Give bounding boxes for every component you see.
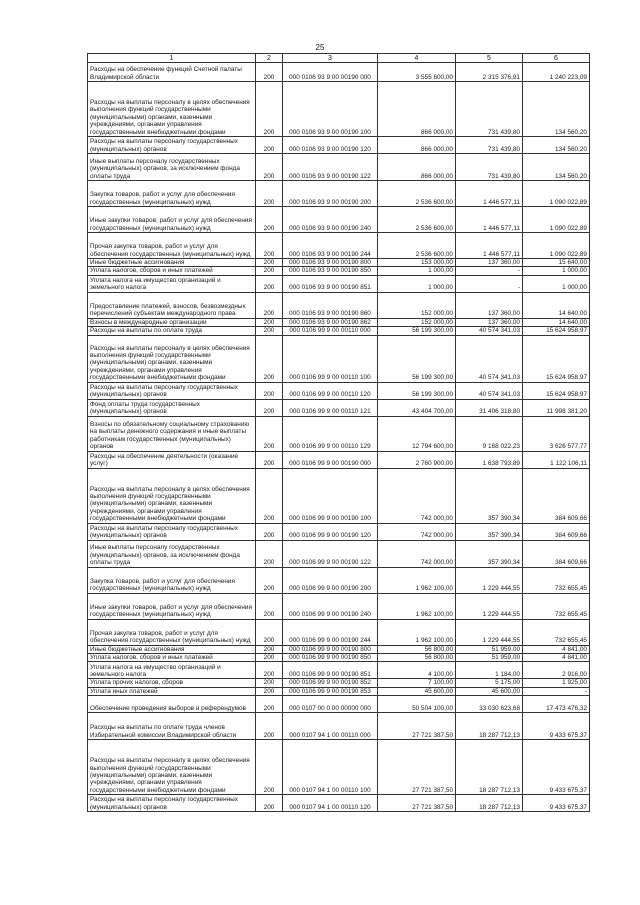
approved-appropriations-cell: 56 199 300,00 [378, 327, 456, 335]
budget-classification-code-cell: 000 0106 99 9 00 00190 800 [283, 645, 378, 653]
unexecuted-amount-cell: 134 560,20 [523, 137, 590, 154]
expense-name-cell: Расходы на выплаты персоналу в целях обеспечения выполнения функций государственными (муниципальными) органами, казенными учреждениями, органами управления государственными внебюджетными фондами [88, 740, 256, 795]
line-code-cell: 200 [256, 292, 283, 318]
column-number: 4 [378, 54, 456, 63]
table-row [88, 207, 590, 233]
unexecuted-amount-cell: 1 000,00 [523, 267, 590, 275]
table-row [88, 327, 590, 335]
budget-classification-code-cell: 000 0106 99 9 00 00190 100 [283, 468, 378, 523]
unexecuted-amount-cell: 14 640,00 [523, 318, 590, 326]
unexecuted-amount-cell: 17 473 476,32 [523, 696, 590, 713]
column-number: 3 [283, 54, 378, 63]
table-row [88, 275, 590, 292]
table-row [88, 593, 590, 619]
budget-classification-code-cell: 000 0106 93 9 00 00190 000 [283, 63, 378, 82]
approved-appropriations-cell: 4 100,00 [378, 662, 456, 679]
unexecuted-amount-cell: 384 609,66 [523, 540, 590, 567]
budget-classification-code-cell: 000 0106 99 9 00 00190 240 [283, 593, 378, 619]
column-number: 5 [456, 54, 523, 63]
expense-name-cell: Расходы на обеспечение функций Счетной палаты Владимирской области [88, 63, 256, 82]
table-row [88, 399, 590, 416]
line-code-cell: 200 [256, 567, 283, 593]
table-body [88, 63, 590, 812]
line-code-cell: 200 [256, 619, 283, 645]
approved-appropriations-cell: 1 962 100,00 [378, 567, 456, 593]
table-row [88, 696, 590, 713]
approved-appropriations-cell: 56 199 300,00 [378, 335, 456, 382]
line-code-cell: 200 [256, 795, 283, 812]
unexecuted-amount-cell: 1 122 106,11 [523, 451, 590, 468]
table-row [88, 645, 590, 653]
executed-amount-cell: 40 574 341,03 [456, 327, 523, 335]
approved-appropriations-cell: 1 962 100,00 [378, 619, 456, 645]
line-code-cell: 200 [256, 181, 283, 207]
expense-name-cell: Иные закупки товаров, работ и услуг для обеспечения государственных (муниципальных) нужд [88, 593, 256, 619]
budget-classification-code-cell: 000 0107 94 1 00 00110 000 [283, 713, 378, 740]
budget-classification-code-cell: 000 0106 99 9 00 00190 852 [283, 679, 378, 687]
executed-amount-cell: - [456, 275, 523, 292]
expense-name-cell: Расходы на выплаты по оплате труда членов Избирательной комиссии Владимирской области [88, 713, 256, 740]
executed-amount-cell: 1 229 444,55 [456, 567, 523, 593]
unexecuted-amount-cell: 1 925,00 [523, 679, 590, 687]
expense-name-cell: Иные бюджетные ассигнования [88, 259, 256, 267]
approved-appropriations-cell: 742 000,00 [378, 468, 456, 523]
expense-name-cell: Прочая закупка товаров, работ и услуг для обеспечения государственных (муниципальных) нужд [88, 619, 256, 645]
budget-classification-code-cell: 000 0106 93 9 00 00190 100 [283, 82, 378, 137]
table-row [88, 654, 590, 662]
unexecuted-amount-cell: 732 655,45 [523, 567, 590, 593]
line-code-cell: 200 [256, 318, 283, 326]
line-code-cell: 200 [256, 696, 283, 713]
table-row [88, 335, 590, 382]
unexecuted-amount-cell: 11 998 381,20 [523, 399, 590, 416]
budget-classification-code-cell: 000 0106 99 9 00 00110 100 [283, 335, 378, 382]
table-row [88, 292, 590, 318]
executed-amount-cell: 731 439,80 [456, 137, 523, 154]
approved-appropriations-cell: 56 199 300,00 [378, 382, 456, 399]
expense-name-cell: Иные выплаты персоналу государственных (муниципальных) органов, за исключением фонда оплаты труда [88, 154, 256, 181]
budget-classification-code-cell: 000 0106 93 9 00 00190 122 [283, 154, 378, 181]
budget-classification-code-cell: 000 0106 99 9 00 00110 129 [283, 416, 378, 451]
line-code-cell: 200 [256, 645, 283, 653]
executed-amount-cell: 137 360,00 [456, 259, 523, 267]
expense-name-cell: Иные выплаты персоналу государственных (муниципальных) органов, за исключением фонда оплаты труда [88, 540, 256, 567]
approved-appropriations-cell: 152 000,00 [378, 292, 456, 318]
budget-classification-code-cell: 000 0106 93 9 00 00190 200 [283, 181, 378, 207]
unexecuted-amount-cell: 1 090 022,89 [523, 233, 590, 259]
expense-name-cell: Иные бюджетные ассигнования [88, 645, 256, 653]
line-code-cell: 200 [256, 451, 283, 468]
expense-name-cell: Уплата налогов, сборов и иных платежей [88, 654, 256, 662]
budget-classification-code-cell: 000 0106 93 9 00 00190 862 [283, 318, 378, 326]
approved-appropriations-cell: 3 555 600,00 [378, 63, 456, 82]
budget-classification-code-cell: 000 0106 99 9 00 00190 244 [283, 619, 378, 645]
line-code-cell: 200 [256, 275, 283, 292]
expense-name-cell: Прочая закупка товаров, работ и услуг для обеспечения государственных (муниципальных) нужд [88, 233, 256, 259]
budget-classification-code-cell: 000 0106 93 9 00 00190 120 [283, 137, 378, 154]
line-code-cell: 200 [256, 468, 283, 523]
line-code-cell: 200 [256, 416, 283, 451]
approved-appropriations-cell: 2 536 600,00 [378, 233, 456, 259]
approved-appropriations-cell: 742 000,00 [378, 523, 456, 540]
table-row [88, 523, 590, 540]
unexecuted-amount-cell: 15 624 958,97 [523, 327, 590, 335]
column-number-row [88, 54, 590, 63]
expense-name-cell: Взносы в международные организации [88, 318, 256, 326]
approved-appropriations-cell: 2 760 900,00 [378, 451, 456, 468]
unexecuted-amount-cell: 134 560,20 [523, 154, 590, 181]
line-code-cell: 200 [256, 137, 283, 154]
expense-name-cell: Расходы на выплаты по оплате труда [88, 327, 256, 335]
executed-amount-cell: 31 406 318,80 [456, 399, 523, 416]
approved-appropriations-cell: 866 000,00 [378, 154, 456, 181]
executed-amount-cell: 40 574 341,03 [456, 382, 523, 399]
executed-amount-cell: 18 287 712,13 [456, 713, 523, 740]
line-code-cell: 200 [256, 63, 283, 82]
line-code-cell: 200 [256, 662, 283, 679]
table-row [88, 82, 590, 137]
expense-name-cell: Расходы на выплаты персоналу в целях обеспечения выполнения функций государственными (муниципальными) органами, казенными учреждениями, органами управления государственными внебюджетными фондами [88, 468, 256, 523]
approved-appropriations-cell: 742 000,00 [378, 540, 456, 567]
unexecuted-amount-cell: 134 560,20 [523, 82, 590, 137]
unexecuted-amount-cell: 15 624 958,97 [523, 382, 590, 399]
column-number: 6 [523, 54, 590, 63]
line-code-cell: 200 [256, 259, 283, 267]
budget-classification-code-cell: 000 0106 99 9 00 00190 122 [283, 540, 378, 567]
unexecuted-amount-cell: 4 841,00 [523, 645, 590, 653]
executed-amount-cell: 1 446 577,11 [456, 233, 523, 259]
line-code-cell: 200 [256, 687, 283, 695]
table-row [88, 567, 590, 593]
expense-name-cell: Расходы на выплаты персоналу в целях обеспечения выполнения функций государственными (муниципальными) органами, казенными учреждениями, органами управления государственными внебюджетными фондами [88, 335, 256, 382]
executed-amount-cell: 1 638 793,89 [456, 451, 523, 468]
executed-amount-cell: 137 360,00 [456, 318, 523, 326]
budget-classification-code-cell: 000 0106 93 9 00 00190 244 [283, 233, 378, 259]
budget-classification-code-cell: 000 0106 99 9 00 00190 850 [283, 654, 378, 662]
approved-appropriations-cell: 2 536 600,00 [378, 181, 456, 207]
table-row [88, 181, 590, 207]
table-row [88, 619, 590, 645]
unexecuted-amount-cell: 1 090 022,89 [523, 181, 590, 207]
expense-name-cell: Взносы по обязательному социальному страхованию на выплаты денежного содержания и иные выплаты работникам государственных (муниципальных) органов [88, 416, 256, 451]
expense-name-cell: Закупка товаров, работ и услуг для обеспечения государственных (муниципальных) нужд [88, 567, 256, 593]
expense-name-cell: Уплата налогов, сборов и иных платежей [88, 267, 256, 275]
approved-appropriations-cell: 152 000,00 [378, 318, 456, 326]
budget-execution-table [87, 53, 590, 812]
unexecuted-amount-cell: 9 433 675,37 [523, 713, 590, 740]
budget-classification-code-cell: 000 0106 99 9 00 00110 000 [283, 327, 378, 335]
expense-name-cell: Иные закупки товаров, работ и услуг для обеспечения государственных (муниципальных) нужд [88, 207, 256, 233]
executed-amount-cell: 1 184,00 [456, 662, 523, 679]
approved-appropriations-cell: 1 000,00 [378, 267, 456, 275]
table-row [88, 713, 590, 740]
budget-classification-code-cell: 000 0107 94 1 00 00110 100 [283, 740, 378, 795]
unexecuted-amount-cell: 384 609,66 [523, 523, 590, 540]
line-code-cell: 200 [256, 740, 283, 795]
line-code-cell: 200 [256, 82, 283, 137]
budget-classification-code-cell: 000 0106 99 9 00 00190 120 [283, 523, 378, 540]
table-row [88, 154, 590, 181]
table-row [88, 468, 590, 523]
unexecuted-amount-cell: 4 841,00 [523, 654, 590, 662]
expense-name-cell: Уплата налога на имущество организаций и земельного налога [88, 275, 256, 292]
line-code-cell: 200 [256, 399, 283, 416]
line-code-cell: 200 [256, 679, 283, 687]
unexecuted-amount-cell: - [523, 687, 590, 695]
expense-name-cell: Предоставление платежей, взносов, безвозмездных перечислений субъектам международного права [88, 292, 256, 318]
executed-amount-cell: 731 439,80 [456, 82, 523, 137]
unexecuted-amount-cell: 9 433 675,37 [523, 795, 590, 812]
executed-amount-cell: 1 229 444,55 [456, 593, 523, 619]
budget-classification-code-cell: 000 0106 99 9 00 00110 121 [283, 399, 378, 416]
expense-name-cell: Фонд оплаты труда государственных (муниципальных) органов [88, 399, 256, 416]
line-code-cell: 200 [256, 654, 283, 662]
line-code-cell: 200 [256, 382, 283, 399]
executed-amount-cell: 731 439,80 [456, 154, 523, 181]
approved-appropriations-cell: 1 962 100,00 [378, 593, 456, 619]
budget-classification-code-cell: 000 0106 93 9 00 00190 240 [283, 207, 378, 233]
table-row [88, 540, 590, 567]
unexecuted-amount-cell: 14 640,00 [523, 292, 590, 318]
expense-name-cell: Уплата иных платежей [88, 687, 256, 695]
expense-name-cell: Закупка товаров, работ и услуг для обеспечения государственных (муниципальных) нужд [88, 181, 256, 207]
page-number: 25 [315, 43, 325, 52]
table-row [88, 259, 590, 267]
approved-appropriations-cell: 56 800,00 [378, 645, 456, 653]
table-row [88, 687, 590, 695]
table-row [88, 63, 590, 82]
expense-name-cell: Уплата прочих налогов, сборов [88, 679, 256, 687]
approved-appropriations-cell: 866 000,00 [378, 82, 456, 137]
executed-amount-cell: 2 315 376,91 [456, 63, 523, 82]
column-number: 1 [88, 54, 256, 63]
executed-amount-cell: - [456, 267, 523, 275]
table-row [88, 679, 590, 687]
expense-name-cell: Уплата налога на имущество организаций и земельного налога [88, 662, 256, 679]
approved-appropriations-cell: 27 721 387,50 [378, 795, 456, 812]
line-code-cell: 200 [256, 335, 283, 382]
executed-amount-cell: 137 360,00 [456, 292, 523, 318]
budget-classification-code-cell: 000 0106 99 9 00 00190 000 [283, 451, 378, 468]
table-row [88, 416, 590, 451]
table-row [88, 233, 590, 259]
approved-appropriations-cell: 27 721 387,50 [378, 713, 456, 740]
executed-amount-cell: 18 287 712,13 [456, 740, 523, 795]
approved-appropriations-cell: 43 404 700,00 [378, 399, 456, 416]
approved-appropriations-cell: 866 000,00 [378, 137, 456, 154]
line-code-cell: 200 [256, 540, 283, 567]
expense-name-cell: Расходы на выплаты персоналу в целях обеспечения выполнения функций государственными (муниципальными) органами, казенными учреждениями, органами управления государственными внебюджетными фондами [88, 82, 256, 137]
approved-appropriations-cell: 153 000,00 [378, 259, 456, 267]
executed-amount-cell: 357 390,34 [456, 468, 523, 523]
expense-name-cell: Обеспечение проведения выборов и референдумов [88, 696, 256, 713]
unexecuted-amount-cell: 1 240 223,09 [523, 63, 590, 82]
line-code-cell: 200 [256, 233, 283, 259]
column-number: 2 [256, 54, 283, 63]
table-row [88, 795, 590, 812]
expense-name-cell: Расходы на обеспечение деятельности (оказание услуг) [88, 451, 256, 468]
unexecuted-amount-cell: 1 000,00 [523, 275, 590, 292]
executed-amount-cell: 5 175,00 [456, 679, 523, 687]
executed-amount-cell: 1 229 444,55 [456, 619, 523, 645]
approved-appropriations-cell: 56 800,00 [378, 654, 456, 662]
expense-name-cell: Расходы на выплаты персоналу государственных (муниципальных) органов [88, 523, 256, 540]
executed-amount-cell: 1 446 577,11 [456, 181, 523, 207]
unexecuted-amount-cell: 384 609,66 [523, 468, 590, 523]
executed-amount-cell: 9 168 022,23 [456, 416, 523, 451]
executed-amount-cell: 357 390,34 [456, 540, 523, 567]
budget-classification-code-cell: 000 0106 93 9 00 00190 850 [283, 267, 378, 275]
table-row [88, 137, 590, 154]
executed-amount-cell: 1 446 577,11 [456, 207, 523, 233]
executed-amount-cell: 51 959,00 [456, 645, 523, 653]
table-row [88, 318, 590, 326]
budget-classification-code-cell: 000 0106 99 9 00 00110 120 [283, 382, 378, 399]
expense-name-cell: Расходы на выплаты персоналу государственных (муниципальных) органов [88, 137, 256, 154]
table-row [88, 382, 590, 399]
table-row [88, 740, 590, 795]
budget-classification-code-cell: 000 0107 94 1 00 00110 120 [283, 795, 378, 812]
executed-amount-cell: 40 574 341,03 [456, 335, 523, 382]
approved-appropriations-cell: 50 504 100,00 [378, 696, 456, 713]
approved-appropriations-cell: 12 794 600,00 [378, 416, 456, 451]
unexecuted-amount-cell: 2 916,00 [523, 662, 590, 679]
table-row [88, 451, 590, 468]
executed-amount-cell: 33 030 623,68 [456, 696, 523, 713]
line-code-cell: 200 [256, 713, 283, 740]
budget-classification-code-cell: 000 0107 00 0 00 00000 000 [283, 696, 378, 713]
budget-classification-code-cell: 000 0106 99 9 00 00190 200 [283, 567, 378, 593]
unexecuted-amount-cell: 732 655,45 [523, 619, 590, 645]
budget-classification-code-cell: 000 0106 93 9 00 00190 800 [283, 259, 378, 267]
unexecuted-amount-cell: 15 624 958,97 [523, 335, 590, 382]
line-code-cell: 200 [256, 523, 283, 540]
budget-classification-code-cell: 000 0106 99 9 00 00190 851 [283, 662, 378, 679]
expense-name-cell: Расходы на выплаты персоналу государственных (муниципальных) органов [88, 382, 256, 399]
budget-classification-code-cell: 000 0106 93 9 00 00190 851 [283, 275, 378, 292]
line-code-cell: 200 [256, 593, 283, 619]
unexecuted-amount-cell: 15 640,00 [523, 259, 590, 267]
executed-amount-cell: 357 390,34 [456, 523, 523, 540]
line-code-cell: 200 [256, 327, 283, 335]
approved-appropriations-cell: 2 536 600,00 [378, 207, 456, 233]
expense-name-cell: Расходы на выплаты персоналу государственных (муниципальных) органов [88, 795, 256, 812]
line-code-cell: 200 [256, 267, 283, 275]
approved-appropriations-cell: 45 600,00 [378, 687, 456, 695]
table-row [88, 662, 590, 679]
budget-classification-code-cell: 000 0106 99 9 00 00190 853 [283, 687, 378, 695]
approved-appropriations-cell: 7 100,00 [378, 679, 456, 687]
approved-appropriations-cell: 1 000,00 [378, 275, 456, 292]
table-row [88, 267, 590, 275]
budget-classification-code-cell: 000 0106 93 9 00 00190 860 [283, 292, 378, 318]
unexecuted-amount-cell: 3 626 577,77 [523, 416, 590, 451]
approved-appropriations-cell: 27 721 387,50 [378, 740, 456, 795]
unexecuted-amount-cell: 1 090 022,89 [523, 207, 590, 233]
executed-amount-cell: 45 600,00 [456, 687, 523, 695]
unexecuted-amount-cell: 732 655,45 [523, 593, 590, 619]
unexecuted-amount-cell: 9 433 675,37 [523, 740, 590, 795]
line-code-cell: 200 [256, 154, 283, 181]
executed-amount-cell: 51 959,00 [456, 654, 523, 662]
executed-amount-cell: 18 287 712,13 [456, 795, 523, 812]
line-code-cell: 200 [256, 207, 283, 233]
